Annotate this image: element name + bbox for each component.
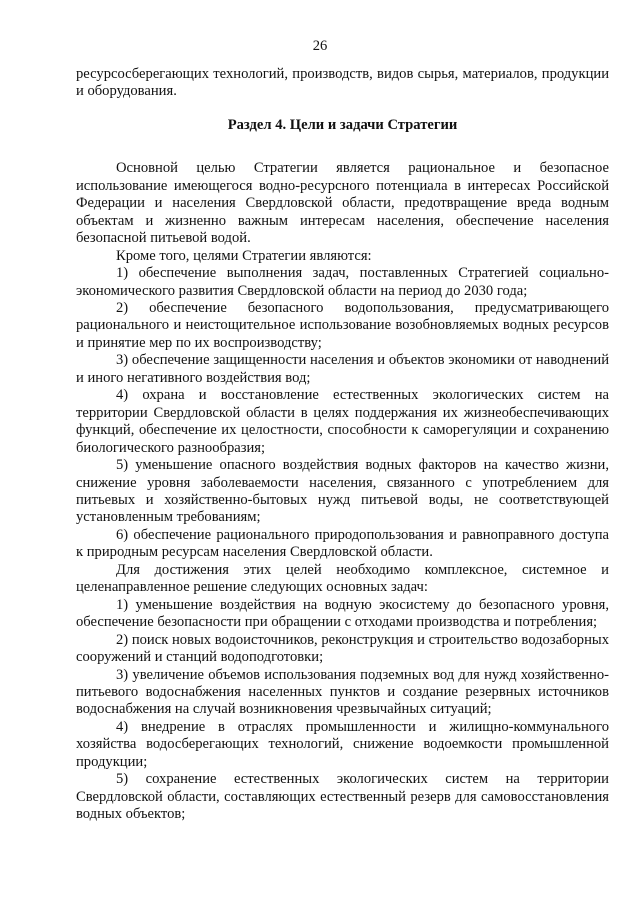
section-heading: Раздел 4. Цели и задачи Стратегии <box>227 116 458 133</box>
task-item-1: 1) уменьшение воздействия на водную экосистему до безопасного уровня, обеспечение безопасности при обращении с отходами производства и потребления; <box>76 596 609 631</box>
document-body <box>76 66 609 824</box>
goal-item-4: 4) охрана и восстановление естественных экологических систем на территории Свердловской области в целях поддержания их жизнеобеспечивающих функций, обеспечение их целостности, способности к саморегуляции и сохранению биологического разнообразия; <box>76 387 609 456</box>
goal-item-6: 6) обеспечение рационального природопользования и равноправного доступа к природным ресурсам населения Свердловской области. <box>76 526 609 561</box>
task-item-5: 5) сохранение естественных экологических систем на территории Свердловской области, составляющих естественный резерв для самовосстановления водных объектов; <box>76 771 609 823</box>
paragraph-tasks-intro: Для достижения этих целей необходимо комплексное, системное и целенаправленное решение следующих основных задач: <box>76 561 609 596</box>
continued-paragraph: ресурсосберегающих технологий, производств, видов сырья, материалов, продукции и оборудования. <box>76 66 609 100</box>
goal-item-1: 1) обеспечение выполнения задач, поставленных Стратегией социально-экономического развития Свердловской области на период до 2030 года; <box>76 265 609 299</box>
goal-item-3: 3) обеспечение защищенности населения и объектов экономики от наводнений и иного негативного воздействия вод; <box>76 352 609 386</box>
goal-item-2: 2) обеспечение безопасного водопользования, предусматривающего рационального и неистощительное использование возобновляемых водных ресурсов и принятие мер по их воспроизводству; <box>76 299 609 351</box>
goal-item-5: 5) уменьшение опасного воздействия водных факторов на качество жизни, снижение уровня заболеваемости населения, связанного с употреблением для питьевых и хозяйственно-бытовых нужд питьевой воды, не соответствующей установленным требованиям; <box>76 457 609 526</box>
page-number: 26 <box>312 38 328 54</box>
task-item-3: 3) увеличение объемов использования подземных вод для нужд хозяйственно-питьевого водоснабжения населенных пунктов и создание резервных источников водоснабжения на случай возникновения чрезвычайных ситуаций; <box>76 666 609 718</box>
paragraph-goals-intro: Кроме того, целями Стратегии являются: <box>116 247 372 264</box>
paragraph-main-goal: Основной целью Стратегии является рациональное и безопасное использование имеющегося водно-ресурсного потенциала в интересах Российской Федерации и населения Свердловской области, предотвращение вреда водным объектам и жизненно важным интересам населения, обеспечение населения безопасной питьевой водой. <box>76 160 609 247</box>
task-item-4: 4) внедрение в отраслях промышленности и жилищно-коммунального хозяйства водосберегающих технологий, снижение водоемкости промышленной продукции; <box>76 718 609 770</box>
task-item-2: 2) поиск новых водоисточников, реконструкция и строительство водозаборных сооружений и станций водоподготовки; <box>76 631 609 666</box>
